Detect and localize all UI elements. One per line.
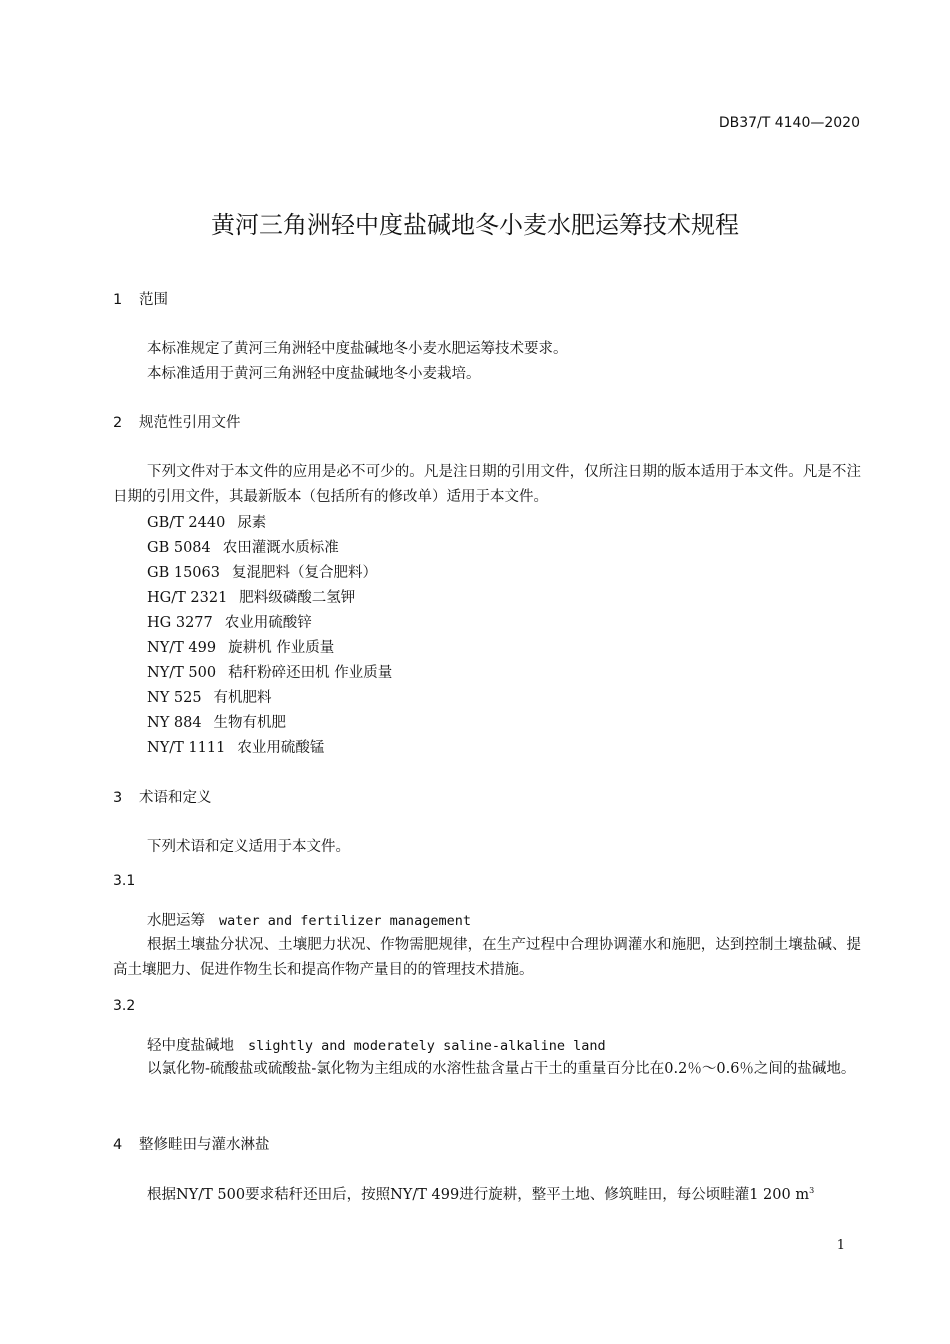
terms-intro: 下列术语和定义适用于本文件。 [147,839,350,855]
reference-item [147,736,324,757]
reference-code: NY/T 1111 [147,740,226,756]
reference-code: HG 3277 [147,615,213,631]
reference-item [147,661,392,682]
reference-title: 秸秆粉碎还田机 作业质量 [228,665,393,681]
section-title: 范围 [139,292,168,308]
reference-title: 有机肥料 [213,690,272,706]
normative-intro: 下列文件对于本文件的应用是必不可少的。凡是注日期的引用文件，仅所注日期的版本适用于本文件。凡是不注日期的引用文件，其最新版本（包括所有的修改单）适用于本文件。 [113,464,861,505]
reference-item [147,586,355,607]
reference-title: 旋耕机 作业质量 [228,640,335,656]
scope-line-2: 本标准适用于黄河三角洲轻中度盐碱地冬小麦栽培。 [147,366,481,382]
term-entry [147,1034,606,1055]
reference-title: 肥料级磷酸二氢钾 [239,590,356,606]
section-number: 4 [113,1137,123,1153]
section-number: 2 [113,415,123,431]
reference-code: GB/T 2440 [147,515,226,531]
term-en: slightly and moderately saline-alkaline land [248,1038,606,1054]
section-1-heading [113,288,168,309]
term-definition: 根据土壤盐分状况、土壤肥力状况、作物需肥规律，在生产过程中合理协调灌水和施肥，达到控制土壤盐碱、提高土壤肥力、促进作物生长和提高作物产量目的的管理技术措施。 [113,937,861,978]
section-2-heading [113,411,241,432]
reference-title: 农田灌溉水质标准 [222,540,339,556]
term-definition: 以氯化物-硫酸盐或硫酸盐-氯化物为主组成的水溶性盐含量占干土的重量百分比在0.2％～0.6％之间的盐碱地。 [147,1061,856,1077]
standard-number: DB37/T 4140—2020 [718,115,860,131]
reference-code: NY 884 [147,715,202,731]
field-paragraph [147,1183,814,1204]
reference-code: NY/T 500 [147,665,217,681]
section-number: 3 [113,790,123,806]
reference-item [147,686,272,707]
term-en: water and fertilizer management [219,913,471,929]
reference-item [147,561,377,582]
field-text: 根据NY/T 500要求秸秆还田后，按照NY/T 499进行旋耕，整平土地、修筑畦田，每公顷畦灌1 200 m [147,1187,810,1203]
section-title: 术语和定义 [139,790,212,806]
reference-item [147,711,286,732]
reference-title: 农业用硫酸锰 [237,740,325,756]
reference-title: 农业用硫酸锌 [224,615,312,631]
scope-line-1: 本标准规定了黄河三角洲轻中度盐碱地冬小麦水肥运筹技术要求。 [147,341,568,357]
reference-code: NY/T 499 [147,640,217,656]
reference-code: GB 15063 [147,565,220,581]
section-title: 整修畦田与灌水淋盐 [139,1137,270,1153]
reference-item [147,636,334,657]
reference-code: GB 5084 [147,540,211,556]
term-entry [147,909,471,930]
reference-code: NY 525 [147,690,202,706]
section-title: 规范性引用文件 [139,415,241,431]
reference-title: 复混肥料（复合肥料） [231,565,377,581]
term-number: 3.2 [113,998,136,1014]
reference-item [147,511,266,532]
page-number: 1 [836,1238,845,1253]
reference-code: HG/T 2321 [147,590,228,606]
section-3-heading [113,786,212,807]
superscript: 3 [809,1186,815,1196]
reference-item [147,536,339,557]
section-number: 1 [113,292,123,308]
document-title: 黄河三角洲轻中度盐碱地冬小麦水肥运筹技术规程 [211,211,739,239]
term-zh: 轻中度盐碱地 [147,1038,234,1054]
term-zh: 水肥运筹 [147,913,205,929]
section-4-heading [113,1133,270,1154]
reference-item [147,611,312,632]
term-number: 3.1 [113,873,136,889]
reference-title: 生物有机肥 [213,715,287,731]
reference-title: 尿素 [237,515,267,531]
